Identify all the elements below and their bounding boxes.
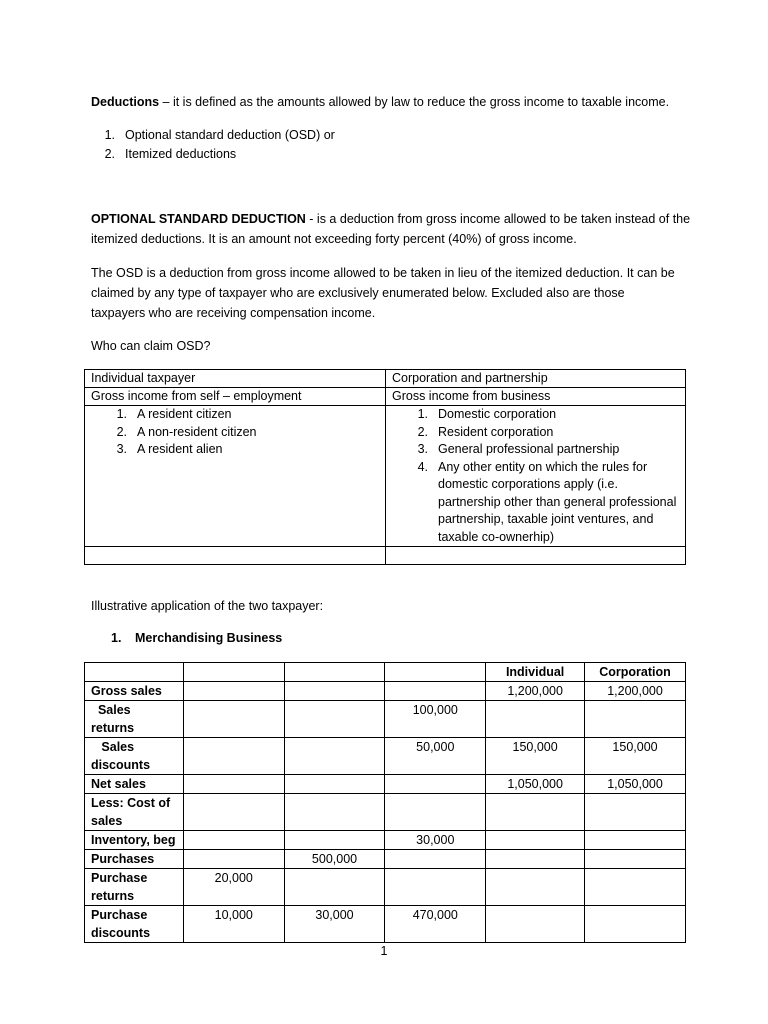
table-cell: [183, 794, 284, 831]
table-row: [85, 869, 686, 906]
table-cell: 30,000: [284, 906, 385, 943]
row-label: Purchase discounts: [85, 906, 184, 943]
table-cell: [183, 738, 284, 775]
column-header-corporation: Corporation: [585, 663, 686, 682]
table-cell: [284, 738, 385, 775]
table-cell: [585, 850, 686, 869]
row-label: Less: Cost of sales: [85, 794, 184, 831]
list-item: 2. A non-resident citizen: [116, 424, 257, 439]
table-cell: [85, 406, 386, 547]
illustrative-intro: Illustrative application of the two taxpayer:: [91, 599, 324, 613]
table-cell: [585, 831, 686, 850]
table-cell: [385, 850, 486, 869]
deductions-definition: [91, 92, 691, 112]
column-header-individual: Individual: [486, 663, 585, 682]
table-cell: 1,050,000: [486, 775, 585, 794]
table-cell: [284, 831, 385, 850]
list-item: 1. Domestic corporation: [417, 407, 557, 421]
table-row: [85, 682, 686, 701]
table-cell: 500,000: [284, 850, 385, 869]
osd-definition: [91, 209, 691, 249]
table-cell: Gross income from business: [386, 388, 686, 406]
merchandising-heading: 1. Merchandising Business: [111, 631, 283, 645]
table-cell: [486, 906, 585, 943]
table-cell: [284, 794, 385, 831]
osd-paragraph: The OSD is a deduction from gross income allowed to be taken in lieu of the itemized deduction. It can be claimed by any type of taxpayer who are exclusively enumerated below. Excluded also are those taxpayers who are receiving compensation income.: [91, 266, 675, 320]
table-cell: Gross income from self – employment: [85, 388, 386, 406]
table-cell: 150,000: [585, 738, 686, 775]
table-cell: [385, 869, 486, 906]
deductions-term: Deductions: [91, 95, 160, 109]
row-label: Gross sales: [85, 682, 184, 701]
table-row: [85, 738, 686, 775]
table-cell: 10,000: [183, 906, 284, 943]
table-row: [85, 906, 686, 943]
corporation-list: [392, 406, 679, 546]
table-row: [85, 370, 686, 388]
table-cell: [486, 831, 585, 850]
table-row: [85, 547, 686, 565]
table-cell: [486, 701, 585, 738]
table-row: [85, 831, 686, 850]
table-cell: [385, 682, 486, 701]
table-cell: [284, 775, 385, 794]
column-header: [284, 663, 385, 682]
row-label: Net sales: [85, 775, 184, 794]
table-cell: Individual taxpayer: [85, 370, 386, 388]
table-row: [85, 388, 686, 406]
table-cell: 1,200,000: [585, 682, 686, 701]
list-item: 4. Any other entity on which the rules for domestic corporations apply (i.e. partnership other than general professional partnership, taxable joint ventures, and taxable co-ownerhip): [417, 459, 677, 544]
osd-heading: OPTIONAL STANDARD DEDUCTION: [91, 212, 306, 226]
merchandising-table-body: [85, 682, 686, 943]
table-row: [85, 775, 686, 794]
list-item: 1. Optional standard deduction (OSD) or: [104, 128, 335, 142]
table-cell: Corporation and partnership: [386, 370, 686, 388]
table-cell: 20,000: [183, 869, 284, 906]
row-label: Purchases: [85, 850, 184, 869]
row-label: Sales returns: [85, 701, 184, 738]
table-cell: 470,000: [385, 906, 486, 943]
table-cell: [183, 701, 284, 738]
table-cell: 1,050,000: [585, 775, 686, 794]
page-number: 1: [380, 944, 388, 958]
deduction-options-list: [103, 126, 335, 164]
table-header-row: [85, 663, 686, 682]
individual-taxpayer-list: [91, 406, 379, 459]
table-row: [85, 701, 686, 738]
table-cell: [284, 682, 385, 701]
table-cell: 30,000: [385, 831, 486, 850]
deductions-definition-text: – it is defined as the amounts allowed by law to reduce the gross income to taxable income.: [159, 95, 670, 109]
row-label: Purchase returns: [85, 869, 184, 906]
list-item: 1. A resident citizen: [116, 407, 232, 421]
table-cell: [585, 906, 686, 943]
table-row: [85, 406, 686, 547]
list-item: 2. Itemized deductions: [104, 147, 237, 161]
table-cell: [183, 775, 284, 794]
table-cell: [486, 794, 585, 831]
merchandising-table: [84, 662, 686, 943]
column-header: [183, 663, 284, 682]
table-cell: [284, 701, 385, 738]
table-cell: [284, 869, 385, 906]
table-row: [85, 794, 686, 831]
table-cell: [585, 701, 686, 738]
table-cell: [486, 869, 585, 906]
table-cell: [385, 794, 486, 831]
table-cell: [85, 547, 386, 565]
table-cell: [183, 831, 284, 850]
osd-eligibility-table: [84, 369, 686, 565]
table-cell: 100,000: [385, 701, 486, 738]
column-header: [85, 663, 184, 682]
table-cell: [386, 547, 686, 565]
osd-question: Who can claim OSD?: [91, 339, 211, 353]
table-cell: [385, 775, 486, 794]
table-row: [85, 850, 686, 869]
row-label: Inventory, beg: [85, 831, 184, 850]
table-cell: [486, 850, 585, 869]
table-cell: [585, 869, 686, 906]
table-cell: [183, 850, 284, 869]
list-item: 2. Resident corporation: [417, 424, 554, 439]
row-label: Sales discounts: [85, 738, 184, 775]
list-item: 3. A resident alien: [116, 442, 223, 456]
table-cell: [386, 406, 686, 547]
table-cell: [585, 794, 686, 831]
table-cell: 150,000: [486, 738, 585, 775]
table-cell: 50,000: [385, 738, 486, 775]
osd-definition-text: - is a deduction from gross income allowed to be taken instead of the itemized deductions. It is an amount not exceeding forty percent (40%) of gross income.: [91, 212, 691, 246]
table-cell: 1,200,000: [486, 682, 585, 701]
list-item: 3. General professional partnership: [417, 442, 620, 456]
column-header: [385, 663, 486, 682]
table-cell: [183, 682, 284, 701]
